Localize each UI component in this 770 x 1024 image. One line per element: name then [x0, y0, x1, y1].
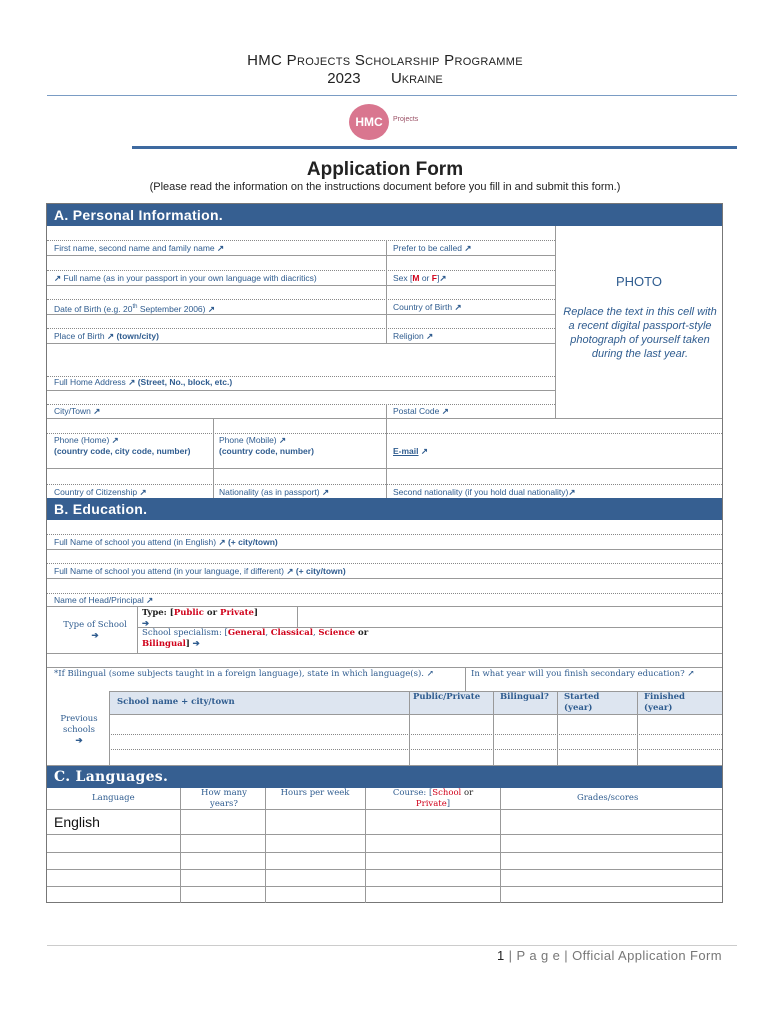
- label-city: City/Town ↗: [54, 406, 101, 416]
- label-second-nationality: Second nationality (if you hold dual nationality)↗: [393, 487, 576, 497]
- col-course: Course: [School or Private]: [392, 788, 474, 809]
- section-b-header: B. Education.: [47, 498, 722, 520]
- photo-description: Replace the text in this cell with a recent digital passport-style photograph of yourself taken during the last year.: [563, 306, 717, 360]
- arrow-right-icon: ➔: [142, 619, 150, 629]
- label-email: E-mail ↗: [393, 446, 429, 456]
- photo-cell-border: [555, 226, 556, 418]
- label-dob: Date of Birth (e.g. 20th September 2006) ↗: [54, 303, 215, 314]
- label-nationality: Nationality (as in passport) ↗: [219, 487, 330, 497]
- link-arrow-icon: ↗: [426, 331, 434, 341]
- link-arrow-icon: ↗: [439, 273, 447, 283]
- label-school-local: Full Name of school you attend (in your language, if different) ↗ (+ city/town): [54, 566, 346, 576]
- link-arrow-icon: ↗: [420, 446, 429, 456]
- link-arrow-icon: ↗: [146, 595, 154, 605]
- label-head: Name of Head/Principal ↗: [54, 595, 154, 605]
- label-finish-year: In what year will you finish secondary education? ↗: [471, 669, 695, 679]
- col-grades: Grades/scores: [577, 793, 639, 803]
- col-language: Language: [92, 793, 135, 803]
- link-arrow-icon: ↗: [687, 669, 695, 679]
- col-started: Started (year): [564, 692, 600, 713]
- label-religion: Religion ↗: [393, 331, 434, 341]
- logo-rule: [132, 146, 737, 149]
- col-public-private: Public/Private: [413, 692, 481, 702]
- header-year: 2023: [327, 70, 361, 87]
- label-country-birth: Country of Birth ↗: [393, 302, 462, 312]
- col-bilingual: Bilingual?: [500, 692, 549, 702]
- photo-title[interactable]: PHOTO: [616, 274, 662, 289]
- language-row-1[interactable]: English: [54, 814, 100, 830]
- col-years: How many years?: [201, 788, 247, 809]
- logo-circle: HMC: [349, 104, 389, 140]
- header-rule: [47, 95, 737, 96]
- arrow-right-icon: ➔: [192, 639, 200, 649]
- footer-rule: [47, 945, 737, 946]
- label-previous-schools: Previous schools ➔: [60, 714, 98, 746]
- page-title: Application Form: [306, 159, 464, 180]
- header-year-country: [0, 70, 770, 87]
- col-school-name: School name + city/town: [117, 697, 235, 707]
- label-postal: Postal Code ↗: [393, 406, 449, 416]
- hmc-logo: [349, 104, 431, 140]
- link-arrow-icon: ↗: [464, 243, 472, 253]
- link-arrow-icon: ↗: [218, 537, 226, 547]
- section-a-header: A. Personal Information.: [47, 204, 722, 226]
- label-type-of-school: Type of School ➔: [63, 620, 127, 641]
- link-arrow-icon: ↗: [54, 273, 62, 283]
- page-subtitle: (Please read the information on the instructions document before you fill in and submit this form.): [149, 181, 621, 193]
- link-arrow-icon: ↗: [426, 669, 434, 679]
- label-phone-home: Phone (Home) ↗ (country code, city code, number): [54, 435, 191, 456]
- label-full-name: First name, second name and family name ↗: [54, 243, 225, 253]
- page-footer: 1 | P a g e | Official Application Form: [497, 948, 722, 963]
- header-country: Ukraine: [390, 70, 443, 87]
- application-form: [46, 203, 723, 903]
- logo-subtext: Projects: [393, 116, 419, 123]
- arrow-right-icon: ➔: [91, 631, 99, 641]
- label-citizenship: Country of Citizenship ↗: [54, 487, 147, 497]
- footer-label: Official Application Form: [572, 948, 722, 963]
- label-school-en: Full Name of school you attend (in English) ↗ (+ city/town): [54, 537, 278, 547]
- link-arrow-icon: ↗: [568, 487, 576, 497]
- link-arrow-icon: ↗: [441, 406, 449, 416]
- link-arrow-icon: ↗: [279, 435, 287, 445]
- label-phone-mobile: Phone (Mobile) ↗ (country code, number): [219, 435, 314, 456]
- link-arrow-icon: ↗: [106, 331, 115, 341]
- header-programme: [0, 52, 770, 69]
- arrow-right-icon: ➔: [75, 736, 83, 746]
- link-arrow-icon: ↗: [207, 303, 215, 314]
- label-bilingual-note: *If Bilingual (some subjects taught in a foreign language), state in which language(s). ↗: [54, 669, 434, 679]
- label-home-address: Full Home Address ↗ (Street, No., block, etc.): [54, 377, 233, 387]
- link-arrow-icon: ↗: [322, 487, 330, 497]
- link-arrow-icon: ↗: [93, 406, 101, 416]
- label-type: Type: [Public or Private] ➔: [142, 608, 258, 629]
- label-sex: Sex [M or F]↗: [393, 273, 447, 283]
- page-word: P a g e: [516, 948, 561, 963]
- link-arrow-icon: ↗: [139, 487, 147, 497]
- label-passport-name: ↗ Full name (as in your passport in your own language with diacritics): [54, 273, 317, 283]
- link-arrow-icon: ↗: [286, 566, 294, 576]
- link-arrow-icon: ↗: [128, 377, 136, 387]
- link-arrow-icon: ↗: [454, 302, 462, 312]
- col-finished: Finished (year): [644, 692, 685, 713]
- page-number: 1: [497, 948, 505, 963]
- col-hours: Hours per week: [280, 788, 350, 798]
- link-arrow-icon: ↗: [217, 243, 225, 253]
- link-arrow-icon: ↗: [111, 435, 119, 445]
- label-specialism: School specialism: [General, Classical, Science or Bilingual] ➔: [142, 628, 369, 649]
- label-prefer-called: Prefer to be called ↗: [393, 243, 472, 253]
- section-c-header: C. Languages.: [47, 766, 722, 788]
- header-programme-text: HMC Projects Scholarship Programme: [247, 52, 523, 69]
- label-place-birth: Place of Birth ↗ (town/city): [54, 331, 159, 341]
